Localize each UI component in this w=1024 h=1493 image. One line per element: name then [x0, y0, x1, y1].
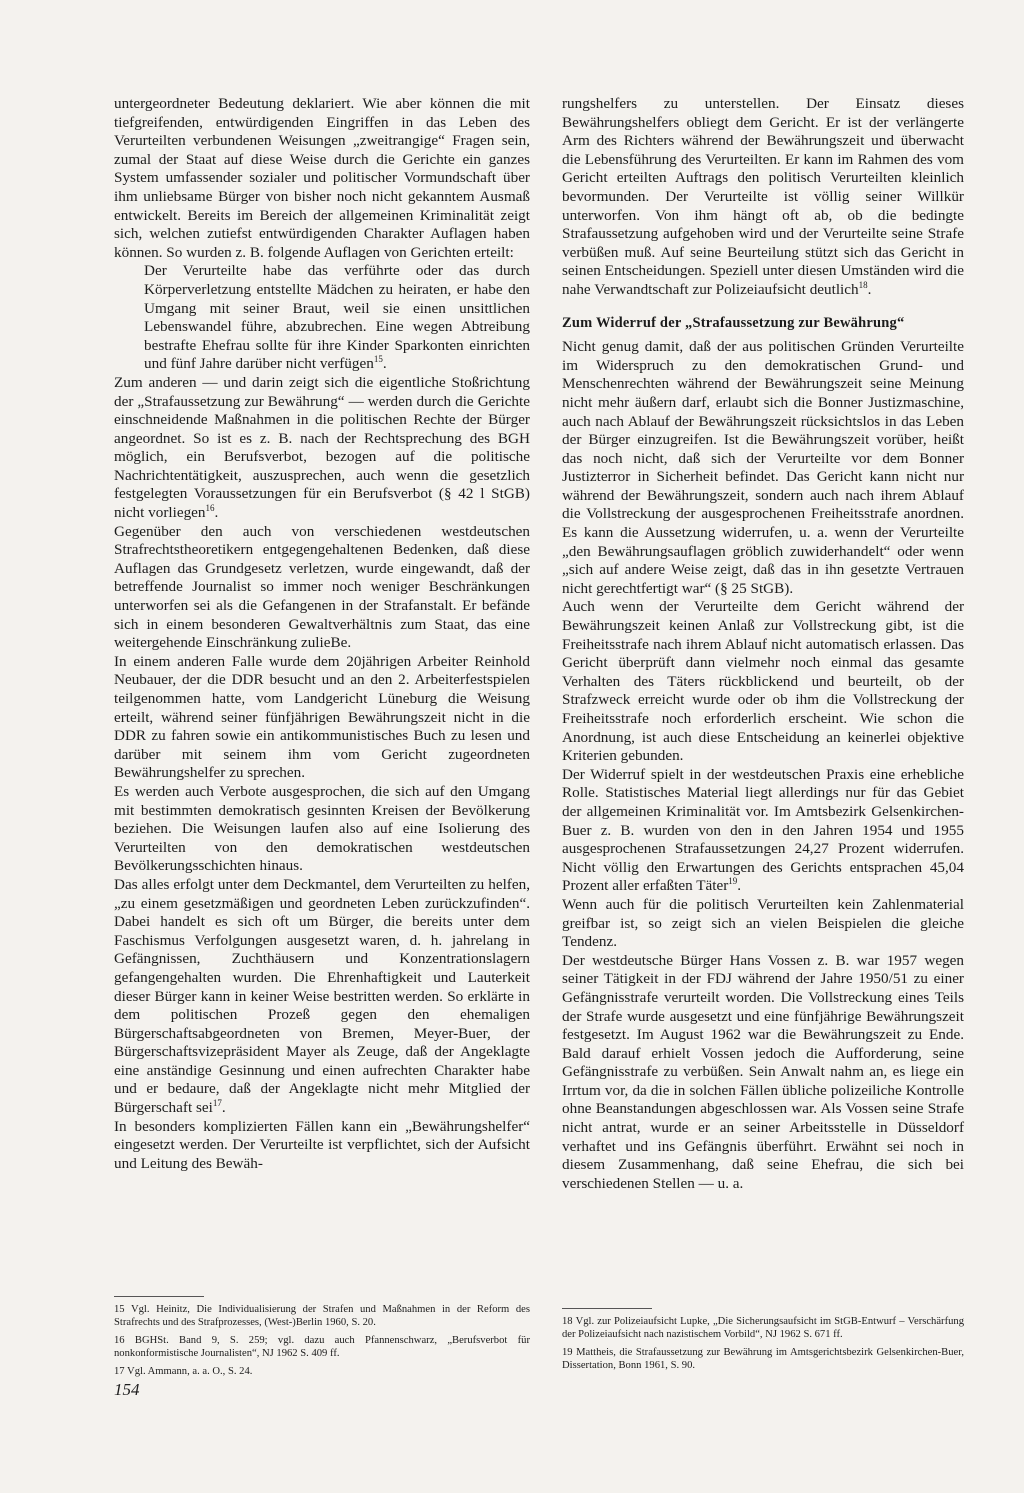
footnote-ref: 19	[728, 876, 738, 887]
paragraph: Der westdeutsche Bürger Hans Vossen z. B. war 1957 wegen seiner Tätigkeit in der FDJ während der Jahre 1950/51 zu einer Gefängnisstrafe verurteilt worden. Die Vollstreckung eines Teils der Strafe wurde ausgesetzt und eine fünfjährige Bewährungszeit festgesetzt. Im August 1962 war die Bewährungszeit zu Ende. Bald darauf erhielt Vossen jedoch die Aufforderung, seine Gefängnisstrafe zu verbüßen. Sein Anwalt nahm an, es liege ein Irrtum vor, da die in solchen Fällen übliche polizeiliche Kontrolle ohne Beanstandungen abgeschlossen war. Als Vossen seine Strafe nicht antrat, wurde er an seiner Arbeitsstelle in Düsseldorf verhaftet und ins Gefängnis überführt. Erwähnt sei noch in diesem Zusammenhang, daß seine Ehefrau, die sich bei verschiedenen Stellen — u. a.	[562, 951, 964, 1192]
footnotes-left	[114, 1288, 530, 1383]
paragraph: Nicht genug damit, daß der aus politischen Gründen Verurteilte im Widerspruch zu den demokratischen Grund- und Menschenrechten während der Bewährungszeit seine Meinung nicht mehr äußern darf, erlaubt sich die Bonner Justizmaschine, auch nach Ablauf der Bewährungszeit rücksichtslos in das Leben der Bürger einzugreifen. Ist die Bewährungszeit vorüber, heißt das noch nicht, daß sich der Verurteilte vor dem Bonner Justizterror in Sicherheit befindet. Das Gericht kann nicht nur während der Bewährungszeit, sondern auch nach ihrem Ablauf die Vollstreckung der ausgesprochenen Freiheitsstrafe anordnen. Es kann die Aussetzung widerrufen, u. a. wenn der Verurteilte „den Bewährungsauflagen gröblich zuwiderhandelt“ oder wenn „sich auf andere Weise zeigt, daß das in ihn gesetzte Vertrauen nicht gerechtfertigt war“ (§ 25 StGB).	[562, 338, 964, 597]
paragraph: Zum anderen — und darin zeigt sich die eigentliche Stoßrichtung der „Strafaussetzung zur Bewährung“ — werden durch die Gerichte einschneidende Maßnahmen in die politischen Rechte der Bürger angeordnet. So ist es z. B. nach der Rechtsprechung des BGH möglich, ein Berufsverbot, bezogen auf die politische Nachrichtentätigkeit, auszusprechen, auch wenn die gesetzlich festgelegten Voraussetzungen für ein Berufsverbot (§ 42 l StGB) nicht vorliegen$^{16}$.	[114, 373, 530, 522]
footnote: 16 BGHSt. Band 9, S. 259; vgl. dazu auch Pfannenschwarz, „Berufsverbot für nonkonformistische Journalisten“, NJ 1962 S. 409 ff.	[114, 1335, 530, 1359]
paragraph: Wenn auch für die politisch Verurteilten kein Zahlenmaterial greifbar ist, so zeigt sich an vielen Beispielen die gleiche Tendenz.	[562, 895, 964, 951]
paragraph: Auch wenn der Verurteilte dem Gericht während der Bewährungszeit keinen Anlaß zur Vollstreckung gibt, ist die Freiheitsstrafe nach ihrem Ablauf nicht automatisch erlassen. Das Gericht überprüft dann vielmehr noch einmal das gesamte Verhalten des Täters rückblickend und beurteilt, ob der Strafzweck erreicht wurde oder ob ihm die Vollstreckung der Freiheitsstrafe noch erforderlich erscheint. Wie schon die Anordnung, ist auch diese Entscheidung an keinerlei objektive Kriterien gebunden.	[562, 598, 964, 765]
paragraph: Das alles erfolgt unter dem Deckmantel, dem Verurteilten zu helfen, „zu einem gesetzmäßigen und geordneten Leben zurückzufinden“. Dabei handelt es sich oft um Bürger, die bereits unter dem Faschismus Verfolgungen ausgesetzt waren, d. h. jahrelang in Gefängnissen, Zuchthäusern und Konzentrationslagern gefangengehalten wurden. Die Ehrenhaftigkeit und Lauterkeit dieser Bürger kann in keiner Weise bestritten werden. So erklärte in dem politischen Prozeß gegen den ehemaligen Bürgerschaftsabgeordneten von Bremen, Meyer-Buer, der Bürgerschaftsvizepräsident Mayer als Zeuge, daß der Angeklagte eine anständige Gesinnung und einen aufrechten Charakter habe und er bedaure, daß der Angeklagte nicht mehr Mitglied der Bürgerschaft sei$^{17}$.	[114, 875, 530, 1117]
indented-quote: Der Verurteilte habe das verführte oder das durch Körperverletzung entstellte Mädchen zu heiraten, er habe den Umgang mit seiner Braut, weil sie einen unsittlichen Lebenswandel führe, abzubrechen. Eine wegen Abtreibung bestrafte Ehefrau sollte für ihre Kinder Sparkonten einrichten und fünf Jahre darüber nicht verfügen$^{15}$.	[144, 262, 530, 373]
footnote-ref: 17	[212, 1098, 222, 1108]
paragraph: Es werden auch Verbote ausgesprochen, die sich auf den Umgang mit bestimmten demokratisch gesinnten Kreisen der Bevölkerung beziehen. Die Weisungen laufen also auf eine Isolierung des Verurteilten von den demokratischen westdeutschen Bevölkerungsschichten hinaus.	[114, 782, 530, 875]
page-number: 154	[114, 1380, 140, 1399]
right-column	[562, 95, 964, 1193]
footnote: 19 Mattheis, die Strafaussetzung zur Bewährung im Amtsgerichtsbezirk Gelsenkirchen-Buer, Dissertation, Bonn 1961, S. 90.	[562, 1347, 964, 1371]
paragraph: Gegenüber den auch von verschiedenen westdeutschen Strafrechtstheoretikern entgegengehaltenen Bedenken, daß diese Auflagen das Grundgesetz verletzen, wurde eingewandt, daß der betreffende Journalist so immer noch weniger Beschränkungen unterworfen sei als die Gefangenen in der Strafanstalt. Er befände sich in einem besonderen Gewaltverhältnis zum Staat, das eine weitergehende Einschränkung zulieBe.	[114, 522, 530, 652]
paragraph: Der Widerruf spielt in der westdeutschen Praxis eine erhebliche Rolle. Statistisches Material liegt allerdings nur für das Gebiet der allgemeinen Kriminalität vor. Im Amtsbezirk Gelsenkirchen-Buer z. B. wurden von den in den Jahren 1954 und 1955 ausgesprochenen Strafaussetzungen 24,27 Prozent widerrufen. Nicht völlig den Erwartungen des Gerichts entsprachen 45,04 Prozent aller erfaßten Täter$^{19}$.	[562, 765, 964, 895]
paragraph: In besonders komplizierten Fällen kann ein „Bewährungshelfer“ eingesetzt werden. Der Verurteilte ist verpflichtet, sich der Aufsicht und Leitung des Bewäh-	[114, 1117, 530, 1172]
footnote-ref: 18	[858, 279, 868, 290]
footnote: 17 Vgl. Ammann, a. a. O., S. 24.	[114, 1366, 253, 1377]
footnote: 18 Vgl. zur Polizeiaufsicht Lupke, „Die Sicherungsaufsicht im StGB-Entwurf – Verschärfung der Polizeiaufsicht nach nazistischem Vorbild“, NJ 1962 S. 671 ff.	[562, 1316, 964, 1340]
footnote: 15 Vgl. Heinitz, Die Individualisierung der Strafen und Maßnahmen in der Reform des Strafrechts und des Strafprozesses, (West-)Berlin 1960, S. 20.	[114, 1304, 530, 1328]
left-column	[114, 95, 530, 1173]
section-heading: Zum Widerruf der „Strafaussetzung zur Bewährung“	[562, 314, 905, 331]
footnotes-right	[562, 1300, 964, 1377]
footnote-rule	[114, 1296, 204, 1297]
paragraph: untergeordneter Bedeutung deklariert. Wie aber können die mit tiefgreifenden, entwürdigenden Eingriffen in das Leben des Verurteilten verbundenen Weisungen „zweitrangige“ Fragen sein, zumal der Staat auf diese Weise durch die Gerichte ein ganzes System umfassender sozialer und politischer Vormundschaft über ihm unliebsame Bürger von bisher noch nicht gekanntem Ausmaß entwickelt. Bereits im Bereich der allgemeinen Kriminalität zeigt sich, welchen zutiefst entwürdigenden Charakter Auflagen haben können. So wurden z. B. folgende Auflagen von Gerichten erteilt:	[114, 95, 530, 261]
footnote-rule	[562, 1308, 652, 1309]
paragraph: rungshelfers zu unterstellen. Der Einsatz dieses Bewährungshelfers obliegt dem Gericht. Er ist der verlängerte Arm des Richters während der Bewährungszeit und überwacht die Lebensführung des Verurteilten. Er kann im Rahmen des vom Gericht erteilten Auftrags den politisch Verurteilten kleinlich bevormunden. Der Verurteilte ist völlig seiner Willkür unterworfen. Von ihm hängt oft ab, ob die bedingte Strafaussetzung aufgehoben wird und der Verurteilte seine Strafe verbüßen muß. Auf seine Beurteilung stützt sich das Gericht in seinen Entscheidungen. Speziell unter diesen Umständen wird die nahe Verwandtschaft zur Polizeiaufsicht deutlich$^{18}$.	[562, 95, 964, 298]
footnote-ref: 15	[373, 354, 383, 365]
paragraph: In einem anderen Falle wurde dem 20jährigen Arbeiter Reinhold Neubauer, der die DDR besucht und an den 2. Arbeiterfestspielen teilgenommen hatte, vom Landgericht Lüneburg die Weisung erteilt, während seiner fünfjährigen Bewährungszeit nicht in die DDR zu fahren sowie ein antikommunistisches Buch zu lesen und darüber mit seinem ihm vom Gericht zugeordneten Bewährungshelfer zu sprechen.	[114, 652, 530, 782]
footnote-ref: 16	[205, 503, 215, 513]
